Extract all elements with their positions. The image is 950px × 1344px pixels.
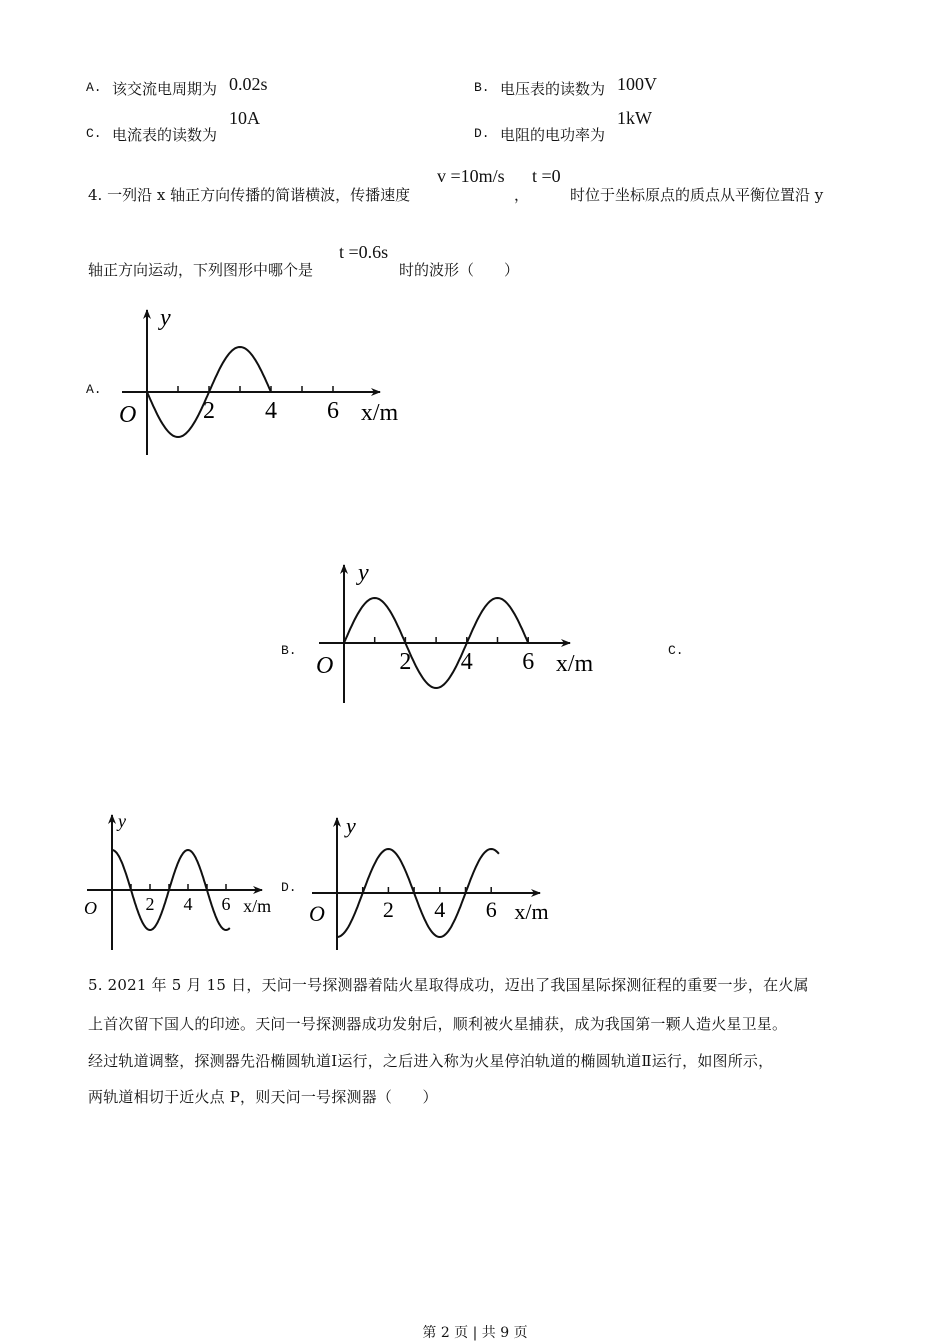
origin-label: O bbox=[309, 901, 325, 926]
x-axis-label: x/m bbox=[555, 651, 594, 677]
option-a-value: 0.02s bbox=[229, 74, 268, 94]
q4-line1-part1: 4. 一列沿 x 轴正方向传播的简谐横波，传播速度 bbox=[88, 186, 411, 204]
tick-label: 2 bbox=[203, 398, 215, 424]
option-d-label: D. bbox=[474, 126, 490, 141]
graph-a-label: A. bbox=[86, 382, 102, 397]
y-axis-label: y bbox=[118, 811, 126, 831]
option-a-label: A. bbox=[86, 80, 102, 95]
graph-c-label: C. bbox=[668, 643, 684, 658]
q4-line2-part2: 时的波形（ ） bbox=[399, 261, 520, 279]
tick-label: 4 bbox=[183, 894, 193, 914]
option-b-label: B. bbox=[474, 80, 490, 95]
tick-label: 4 bbox=[434, 897, 446, 922]
tick-label: 2 bbox=[399, 649, 412, 675]
origin-label: O bbox=[316, 653, 334, 679]
x-axis-label: x/m bbox=[243, 896, 272, 916]
y-axis-label: y bbox=[160, 305, 171, 331]
option-a-text: 该交流电周期为 bbox=[112, 80, 218, 98]
option-b-text: 电压表的读数为 bbox=[500, 80, 606, 98]
tick-label: 4 bbox=[265, 398, 277, 424]
x-axis-label: x/m bbox=[360, 400, 399, 426]
tick-label: 6 bbox=[522, 649, 535, 675]
q4-math-t0: t =0 bbox=[532, 166, 561, 186]
q4-line1-part2: 时位于坐标原点的质点从平衡位置沿 y bbox=[570, 186, 824, 204]
option-c-value: 10A bbox=[229, 108, 260, 128]
page-footer: 第 2 页 | 共 9 页 bbox=[422, 1325, 528, 1341]
origin-label: O bbox=[84, 898, 97, 918]
q5-line-2: 上首次留下国人的印迹。天问一号探测器成功发射后，顺利被火星捕获，成为我国第一颗人造火星卫星。 bbox=[88, 1015, 788, 1033]
graph-d-label: D. bbox=[281, 880, 297, 895]
option-c-text: 电流表的读数为 bbox=[112, 126, 218, 144]
option-c-label: C. bbox=[86, 126, 102, 141]
q4-line2-part1: 轴正方向运动，下列图形中哪个是 bbox=[88, 261, 314, 279]
option-b-value: 100V bbox=[617, 74, 657, 94]
tick-label: 6 bbox=[221, 894, 231, 914]
origin-label: O bbox=[119, 402, 137, 428]
option-d-value: 1kW bbox=[617, 108, 652, 128]
tick-label: 4 bbox=[460, 649, 473, 675]
graph-b-label: B. bbox=[281, 643, 297, 658]
y-axis-label: y bbox=[346, 813, 356, 838]
tick-label: 2 bbox=[382, 897, 394, 922]
q4-math-v: v =10m/s bbox=[437, 166, 505, 186]
option-d-text: 电阻的电功率为 bbox=[500, 126, 606, 144]
q5-line-1: 5. 2021 年 5 月 15 日，天问一号探测器着陆火星取得成功，迈出了我国星际探测征程的重要一步，在火属 bbox=[88, 976, 809, 994]
q5-line-3: 经过轨道调整，探测器先沿椭圆轨道Ⅰ运行，之后进入称为火星停泊轨道的椭圆轨道Ⅱ运行，如图所示， bbox=[88, 1052, 774, 1070]
tick-label: 6 bbox=[485, 897, 497, 922]
tick-label: 6 bbox=[327, 398, 339, 424]
tick-label: 2 bbox=[145, 894, 155, 914]
q5-line-4: 两轨道相切于近火点 P，则天问一号探测器（ ） bbox=[88, 1088, 438, 1106]
q4-math-t: t =0.6s bbox=[339, 242, 389, 262]
y-axis-label: y bbox=[358, 560, 369, 586]
x-axis-label: x/m bbox=[514, 899, 549, 924]
q4-comma: ， bbox=[514, 186, 530, 204]
